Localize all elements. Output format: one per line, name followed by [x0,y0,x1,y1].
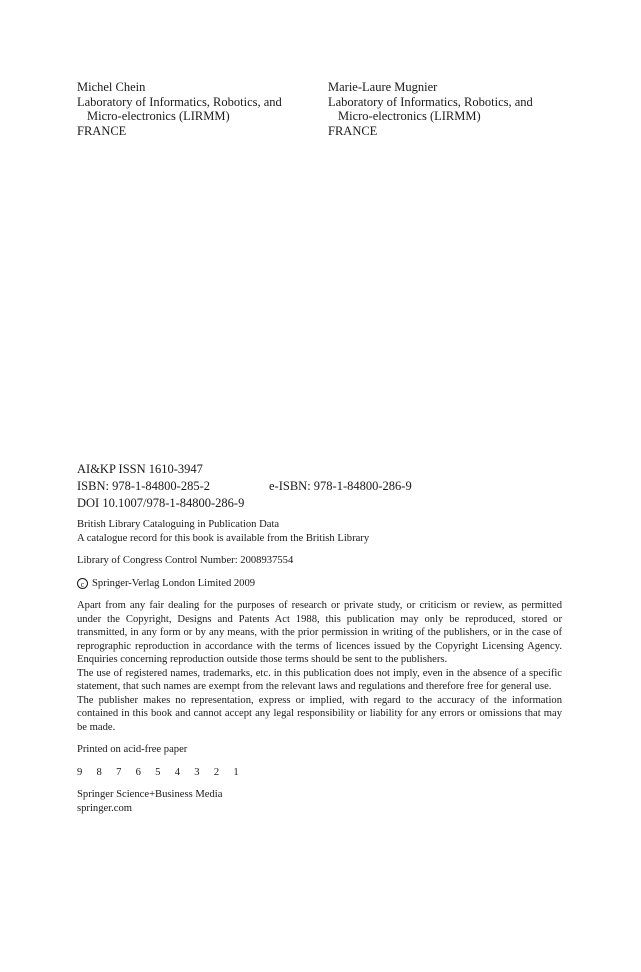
rights-paragraph-3: The publisher makes no representation, express or implied, with regard to the accuracy of the information contained in this book and cannot accept any legal responsibility or liability for any errors or omissions that may be made. [77,694,562,733]
loc-text: Library of Congress Control Number: 2008937554 [77,555,294,566]
paper-note [77,743,562,757]
printing-line [77,766,562,780]
author-country: FRANCE [77,123,127,138]
cip-line-1: British Library Cataloguing in Publication Data [77,519,280,530]
author-affiliation: Laboratory of Informatics, Robotics, and [328,94,533,109]
author-country: FRANCE [328,123,378,138]
author-affiliation: Laboratory of Informatics, Robotics, and [77,94,282,109]
author-block-1 [77,80,328,138]
copyright-icon: c [77,578,88,589]
rights-paragraph-2: The use of registered names, trademarks, etc. in this publication does not imply, even in the absence of a specific statement, that such names are exempt from the relevant laws and regulations and therefore free for general use. [77,667,562,692]
rights-statement [77,599,562,734]
publisher-url: springer.com [77,802,133,814]
printing-numbers: 9 8 7 6 5 4 3 2 1 [77,766,245,778]
eisbn: e-ISBN: 978-1-84800-286-9 [269,479,412,493]
author-name: Michel Chein [77,80,146,94]
cip-line-2: A catalogue record for this book is available from the British Library [77,532,370,544]
author-name: Marie-Laure Mugnier [328,80,438,94]
isbn: ISBN: 978-1-84800-285-2 [77,479,210,493]
paper-text: Printed on acid-free paper [77,744,188,755]
cip-data [77,518,562,545]
series-issn: AI&KP ISSN 1610-3947 [77,462,203,476]
publisher-info [77,788,562,815]
copyright-text: Springer-Verlag London Limited 2009 [92,577,256,589]
publisher-name: Springer Science+Business Media [77,789,223,800]
copyright-notice [77,577,562,591]
author-affiliations [77,80,567,138]
author-affiliation-cont: Micro-electronics (LIRMM) [87,109,230,123]
book-identifiers [77,461,562,512]
author-block-2 [328,80,567,138]
doi: DOI 10.1007/978-1-84800-286-9 [77,496,245,510]
loc-control-number [77,554,562,568]
author-affiliation-cont: Micro-electronics (LIRMM) [338,109,481,123]
rights-paragraph-1: Apart from any fair dealing for the purposes of research or private study, or criticism or review, as permitted under the Copyright, Designs and Patents Act 1988, this publication may only be reproduced, stored or transmitted, in any form or by any means, with the prior permission in writing of the publishers, or in the case of reprographic reproduction in accordance with the terms of licences issued by the Copyright Licensing Agency. Enquiries concerning reproduction outside those terms should be sent to the publishers. [77,600,562,665]
imprint-section [77,461,562,815]
